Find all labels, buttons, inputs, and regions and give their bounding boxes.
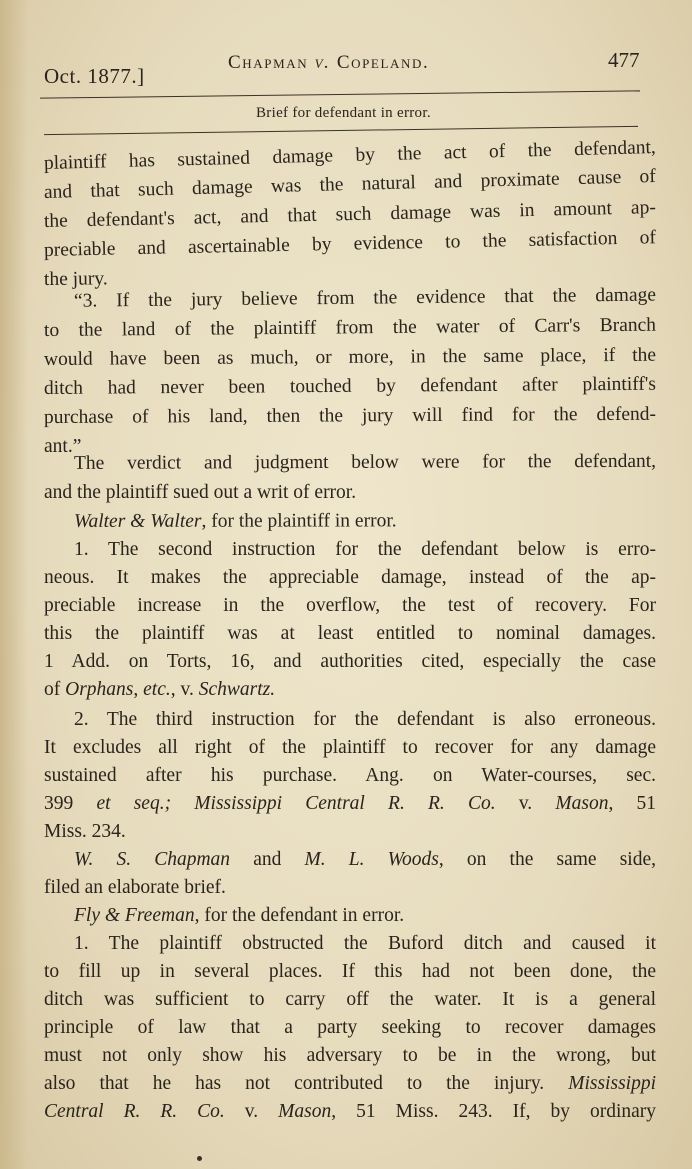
citation-line (44, 1070, 656, 1098)
section-subheading: Brief for defendant in error. (256, 105, 431, 121)
text-line: this the plaintiff was at least entitled to nominal damages. (44, 623, 656, 644)
text-line: It excludes all right of the plaintiff to recover for any damage (44, 737, 656, 758)
text-run: , (133, 679, 144, 700)
counsel-line (44, 902, 656, 930)
case-name: Central R. R. Co. (44, 1101, 225, 1122)
counsel-name: W. S. Chapman (74, 849, 231, 870)
case-name: Mason (278, 1101, 332, 1122)
text-line: sustained after his purchase. Ang. on Water-courses, sec. (44, 765, 656, 786)
text-line: ditch had never been touched by defendant after plaintiff's (43, 373, 657, 399)
case-name: et seq.; (96, 793, 172, 814)
text-line: must not only show his adversary to be in the wrong, but (44, 1045, 656, 1066)
header-case-title (228, 52, 429, 74)
text-run: , for the defendant in error. (194, 905, 405, 926)
counsel-name: Walter & Walter (73, 510, 202, 532)
page-gutter-shadow (0, 0, 28, 1169)
counsel-line (44, 846, 656, 874)
text-run: also that he has not contributed to the injury. (44, 1073, 569, 1094)
text-line: Miss. 234. (44, 821, 126, 842)
text-line: “3. If the jury believe from the evidence that the damage (73, 284, 657, 312)
text-line: plaintiff has sustained damage by the act of the defendant, (43, 136, 657, 174)
text-run: v. (495, 793, 556, 814)
text-line: 2. The third instruction for the defendant is also erroneous. (74, 709, 656, 730)
text-run: of (44, 679, 66, 700)
text-line: ditch was sufficient to carry off the water. It is a general (44, 989, 656, 1010)
case-name: Mississippi Central R. R. Co. (194, 793, 496, 814)
text-line: would have been as much, or more, in the same place, if the (43, 344, 657, 370)
case-name: etc. (143, 679, 171, 700)
case-name: Orphans (65, 679, 134, 700)
text-line: principle of law that a party seeking to recover damages (44, 1017, 656, 1038)
text-run: , 51 (608, 793, 657, 814)
citation-line (44, 790, 656, 818)
counsel-name: Fly & Freeman (74, 905, 195, 926)
header-rule-top (40, 90, 640, 98)
text-line: preciable and ascertainable by evidence to the satisfaction of (43, 227, 657, 261)
text-line: the defendant's act, and that such damage was in amount ap- (43, 197, 657, 232)
text-line: to the land of the plaintiff from the water of Carr's Branch (43, 314, 657, 341)
text-line: preciable increase in the overflow, the test of recovery. For (44, 595, 656, 616)
text-run: 399 (44, 793, 97, 814)
case-name: Mason (555, 793, 609, 814)
citation-line (44, 1098, 656, 1126)
text-line: the jury. (43, 268, 108, 290)
text-line: and that such damage was the natural and proximate cause of (43, 165, 657, 203)
text-line: purchase of his land, then the jury will find for the defend- (43, 403, 657, 428)
text-run: and (230, 849, 305, 870)
case-name: Schwartz. (198, 679, 276, 700)
header-date: Oct. 1877.] (44, 64, 145, 88)
citation-line (44, 676, 656, 704)
text-line: The verdict and judgment below were for the defendant, (73, 450, 657, 474)
text-line: neous. It makes the appreciable damage, instead of the ap- (44, 567, 656, 588)
text-run (171, 793, 194, 814)
text-line: filed an elaborate brief. (44, 877, 226, 898)
case-name: Mississippi (568, 1073, 656, 1094)
running-header (0, 46, 692, 86)
text-line: and the plaintiff sued out a writ of error. (44, 482, 357, 503)
text-run: , on the same side, (438, 849, 656, 870)
title-part-a: Chapman (228, 52, 315, 73)
text-run: v. (224, 1101, 279, 1122)
text-run: , v. (170, 679, 199, 700)
text-line: 1. The plaintiff obstructed the Buford ditch and caused it (74, 933, 656, 954)
text-line: 1 Add. on Torts, 16, and authorities cited, especially the case (44, 651, 656, 672)
counsel-name: M. L. Woods (304, 849, 439, 870)
text-line: ant.” (44, 436, 82, 457)
counsel-line (44, 507, 656, 536)
text-line: 1. The second instruction for the defendant below is erro- (74, 539, 656, 560)
header-rule-bottom (44, 126, 638, 135)
text-run: , 51 Miss. 243. If, by ordinary (331, 1101, 657, 1122)
text-line: to fill up in several places. If this had not been done, the (44, 961, 656, 982)
text-run: , for the plaintiff in error. (201, 510, 397, 532)
title-versus: v. (314, 52, 331, 73)
page-number: 477 (608, 48, 640, 72)
title-part-b: Copeland. (330, 52, 430, 73)
ink-speck (197, 1156, 202, 1161)
